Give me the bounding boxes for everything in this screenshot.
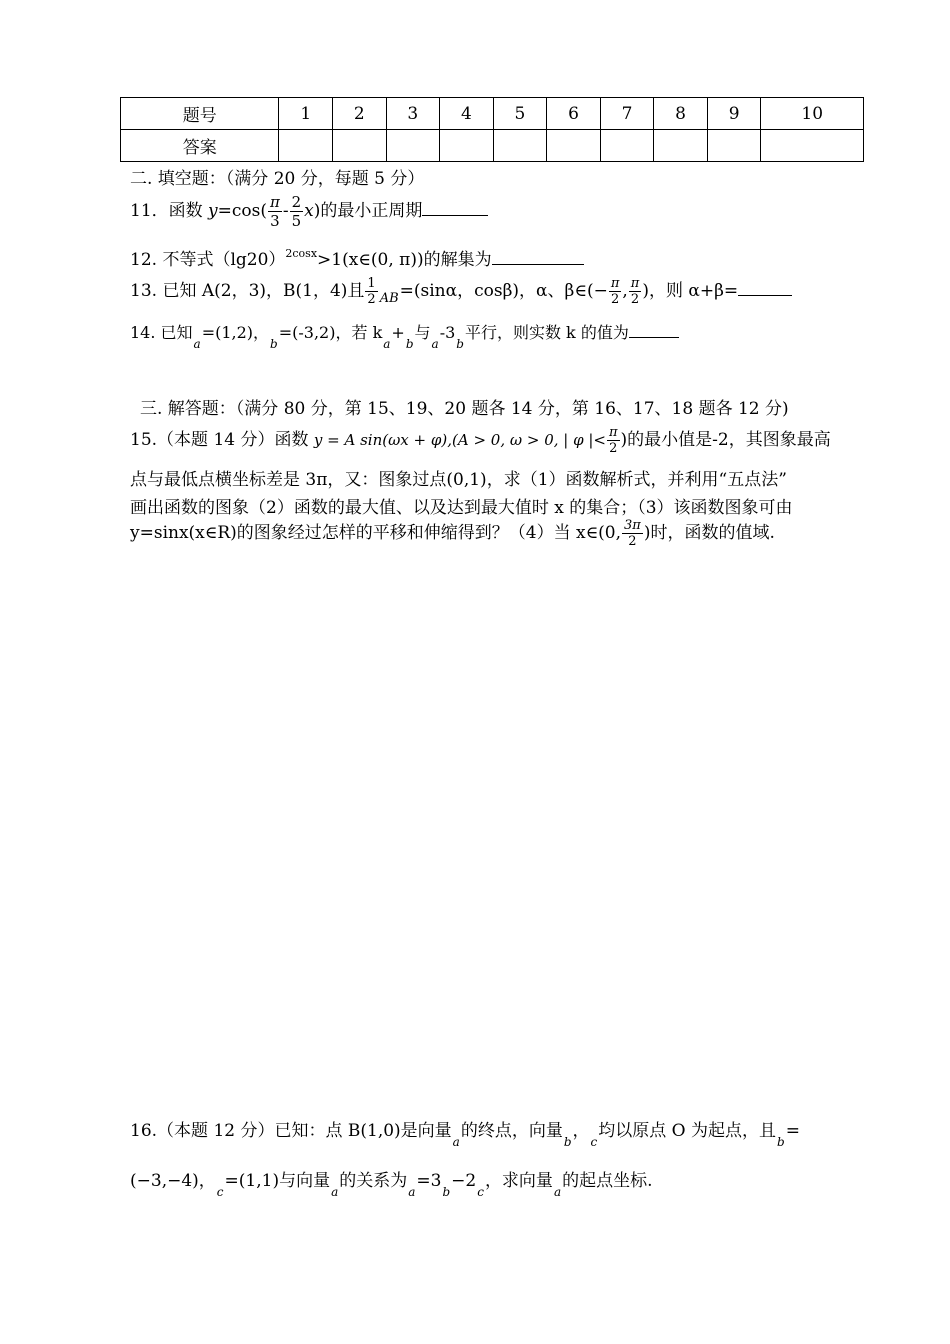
q13-frac-half: $\frac{1}{2}$ (367, 276, 376, 307)
vector-b: b (563, 1135, 572, 1149)
vector-a: a (408, 1185, 416, 1199)
vector-c: c (477, 1185, 484, 1199)
q12-rest: >1(x∈(0, π))的解集为 (317, 250, 492, 270)
q13-prefix: 13. 已知 A(2，3)，B(1，4)且 (130, 281, 365, 301)
q12-prefix: 12. 不等式（lg20） (130, 250, 286, 270)
q11-frac-2-5: $\frac{2}{5}$ (291, 193, 302, 230)
table-header-cell: 题号 (121, 98, 279, 130)
vector-c: c (216, 1185, 224, 1199)
q15-frac-pi-2: $\frac{\pi}{2}$ (609, 425, 618, 456)
vector-b: b (405, 337, 414, 351)
q11-eq: =cos( (217, 201, 268, 221)
q11-prefix: 11．函数 (130, 201, 203, 221)
answer-cell[interactable] (547, 130, 601, 162)
question-14: 14. 已知a=(1,2)，b=(-3,2)，若 ka+b与a-3b平行，则实数 k 的值为 (130, 320, 679, 343)
answer-cell[interactable] (761, 130, 864, 162)
vector-a: a (383, 337, 391, 351)
question-15-line-4: y=sinx(x∈R)的图象经过怎样的平移和伸缩得到？（4）当 x∈(0, $\frac{3\pi}{2}$ )时，函数的值域. (130, 518, 775, 549)
q13-end: )，则 α+β= (642, 281, 739, 301)
answer-cell[interactable] (440, 130, 494, 162)
table-cell: 4 (440, 98, 494, 130)
table-cell: 8 (654, 98, 708, 130)
table-row (121, 130, 864, 162)
q12-answer-blank[interactable] (492, 248, 584, 265)
table-row (121, 98, 864, 130)
vector-b: b (442, 1185, 451, 1199)
table-cell: 3 (386, 98, 440, 130)
q13-vector-ab: AB (379, 291, 399, 306)
q13-mid: =(sinα，cosβ)，α、β∈(− (399, 281, 608, 301)
table-cell: 9 (707, 98, 761, 130)
answer-cell[interactable] (333, 130, 387, 162)
q15-frac-3pi-2: $\frac{3\pi}{2}$ (624, 518, 641, 549)
q11-frac-pi-3: $\frac{\pi}{3}$ (270, 193, 280, 230)
table-cell: 5 (493, 98, 547, 130)
vector-a: a (553, 1185, 562, 1199)
q14-answer-blank[interactable] (629, 321, 679, 338)
question-16-line-2: (−3,−4)，c=(1,1)与向量a的关系为a=3b−2c，求向量a的起点坐标. (130, 1171, 653, 1199)
vector-b: b (777, 1135, 785, 1149)
q11-x: x (304, 201, 314, 221)
q11-y: y (208, 201, 218, 221)
table-cell: 10 (761, 98, 864, 130)
vector-a: a (331, 1185, 339, 1199)
q15-formula: y = A sin(ωx + φ),(A > 0, ω > 0, | φ |< (313, 431, 606, 449)
answer-cell[interactable] (707, 130, 761, 162)
vector-b: b (270, 337, 278, 351)
table-cell: 2 (333, 98, 387, 130)
answer-cell[interactable] (600, 130, 654, 162)
table-header-cell: 答案 (121, 130, 279, 162)
q12-exponent: 2cosx (285, 247, 318, 260)
answer-cell[interactable] (279, 130, 333, 162)
vector-a: a (193, 337, 201, 351)
vector-a: a (431, 337, 439, 351)
answer-cell[interactable] (654, 130, 708, 162)
answer-cell[interactable] (493, 130, 547, 162)
table-cell: 6 (547, 98, 601, 130)
q14-prefix: 14. 已知 (130, 323, 193, 342)
question-15-line-2: 点与最低点横坐标差是 3π，又：图象过点(0,1)，求（1）函数解析式，并利用“五点法” (130, 470, 787, 490)
table-cell: 1 (279, 98, 333, 130)
q11-minus: - (282, 201, 289, 221)
section3-heading: 三. 解答题：（满分 80 分，第 15、19、20 题各 14 分，第 16、17、18 题各 12 分) (140, 399, 789, 419)
question-12 (130, 245, 584, 270)
question-16-line-1: 16.（本题 12 分）已知：点 B(1,0)是向量a的终点，向量b，c均以原点 O 为起点，且b= (130, 1121, 800, 1149)
table-cell: 7 (600, 98, 654, 130)
q11-rest: )的最小正周期 (313, 201, 423, 221)
q11-answer-blank[interactable] (422, 199, 488, 216)
question-15-line-3: 画出函数的图象（2）函数的最大值、以及达到最大值时 x 的集合；（3）该函数图象可由 (130, 498, 793, 518)
question-13: 13. 已知 A(2，3)，B(1，4)且 $\frac{1}{2}$ AB=(sinα，cosβ)，α、β∈(− $\frac{\pi}{2}$ , $\frac{\pi}{2}$ )，则 α+β= (130, 276, 792, 307)
answer-cell[interactable] (386, 130, 440, 162)
q13-frac-pi-2-neg: $\frac{\pi}{2}$ (610, 276, 620, 307)
q13-frac-pi-2: $\frac{\pi}{2}$ (630, 276, 640, 307)
q13-answer-blank[interactable] (738, 279, 792, 296)
vector-c: c (590, 1135, 598, 1149)
vector-a: a (452, 1135, 460, 1149)
question-11 (130, 193, 488, 230)
answer-table (120, 97, 864, 162)
question-15-line-1: 15.（本题 14 分）函数 y = A sin(ωx + φ),(A > 0, ω > 0, | φ |< $\frac{\pi}{2}$ )的最小值是-2，其图象最高 (130, 425, 831, 456)
section2-heading: 二. 填空题：（满分 20 分，每题 5 分） (130, 169, 425, 189)
vector-b: b (456, 337, 464, 351)
